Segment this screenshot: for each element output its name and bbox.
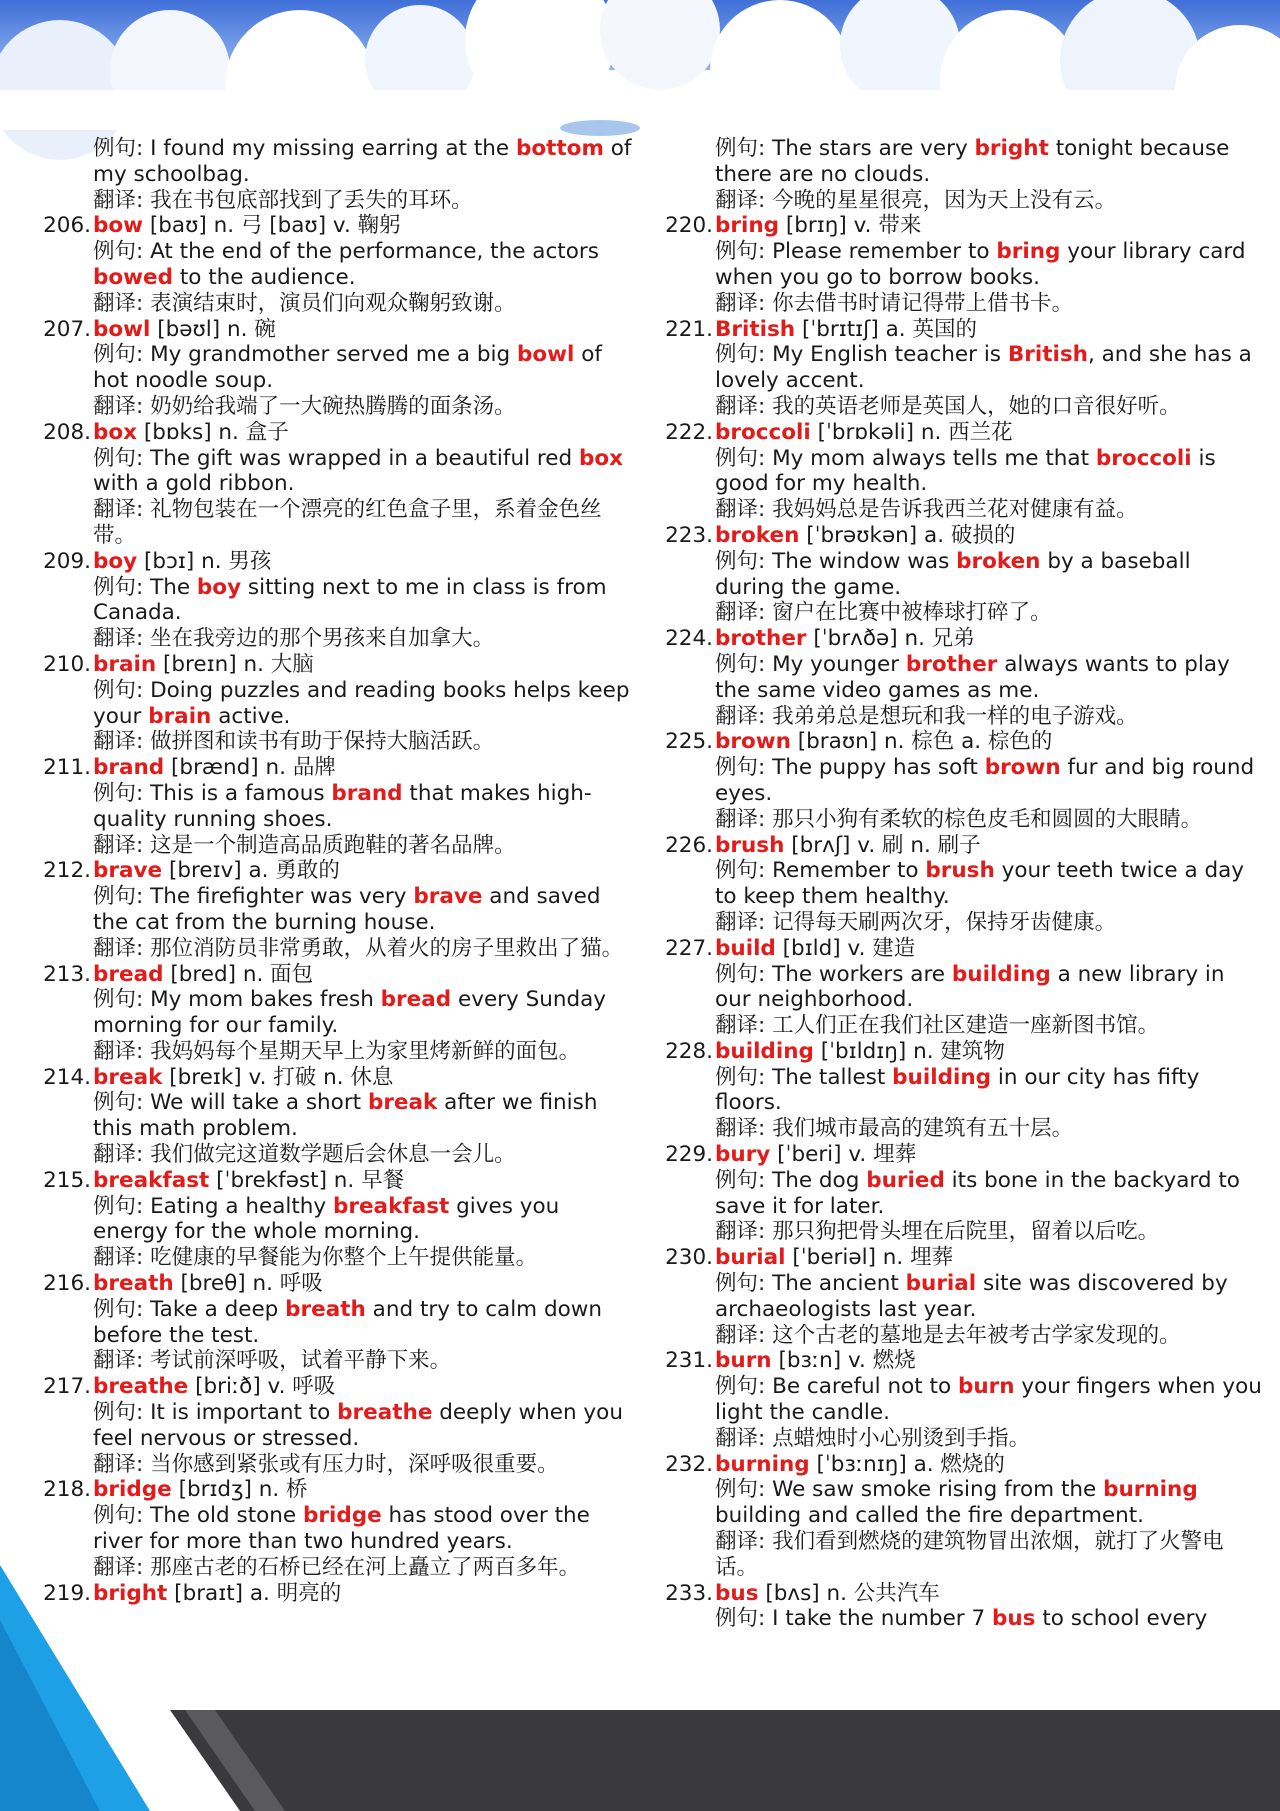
example-sentence — [662, 549, 1262, 601]
left-column — [40, 136, 640, 1606]
example-text: 例句: My English teacher is — [715, 342, 1008, 368]
example-text: your teeth twice a day to keep them healthy. — [715, 858, 1244, 910]
example-text: tonight because there are no clouds. — [715, 136, 1230, 187]
vocab-entry — [40, 1581, 640, 1607]
example-sentence — [40, 678, 640, 730]
example-text: 例句: We will take a short — [93, 1090, 368, 1116]
entry-headword-line — [662, 523, 1262, 549]
headword: bridge — [93, 1477, 172, 1503]
keyword-highlight: building — [951, 961, 1051, 987]
example-text: 例句: My mom bakes fresh — [93, 987, 381, 1013]
keyword-highlight: bus — [991, 1606, 1036, 1632]
example-sentence — [662, 755, 1262, 807]
example-text: with a gold ribbon. — [93, 471, 295, 497]
entry-headword-line — [40, 420, 640, 446]
example-text: 例句: The old stone — [93, 1503, 303, 1529]
vocab-entry — [662, 1142, 1262, 1245]
example-text: its bone in the backyard to save it for later. — [715, 1167, 1240, 1219]
example-sentence — [662, 1065, 1262, 1117]
headword: British — [715, 316, 796, 342]
entry-headword-line — [662, 1039, 1262, 1065]
entry-number: 209. — [43, 548, 91, 574]
entry-number: 216. — [43, 1271, 91, 1297]
keyword-highlight: burning — [1103, 1477, 1198, 1503]
entry-headword-line — [40, 1374, 640, 1400]
example-sentence — [40, 1400, 640, 1452]
entry-number: 220. — [665, 213, 713, 239]
entry-number: 214. — [43, 1064, 91, 1090]
translation: 翻译: 我的英语老师是英国人，她的口音很好听。 — [715, 393, 1181, 419]
example-sentence — [662, 1271, 1262, 1323]
example-text: your fingers when you light the candle. — [715, 1374, 1262, 1426]
pronunciation-and-definition: [brænd] n. 品牌 — [164, 755, 336, 781]
keyword-highlight: British — [1007, 342, 1088, 368]
example-text: 例句: The — [93, 574, 197, 600]
entry-headword-line — [662, 317, 1262, 343]
example-sentence — [662, 342, 1262, 394]
example-text: 例句: The tallest — [715, 1064, 893, 1090]
pronunciation-and-definition: [briːð] v. 呼吸 — [188, 1374, 336, 1400]
example-text: fur and big round eyes. — [715, 755, 1255, 806]
example-text: 例句: At the end of the performance, the actors — [93, 239, 599, 265]
headword: bread — [93, 961, 164, 987]
entry-number: 222. — [665, 419, 713, 445]
vocab-entry — [662, 1452, 1262, 1581]
example-text: 例句: My younger — [715, 651, 906, 677]
pronunciation-and-definition: [braɪt] a. 明亮的 — [167, 1580, 342, 1606]
headword: bury — [715, 1142, 771, 1168]
vocab-entry — [40, 755, 640, 858]
example-text: has stood over the river for more than two hundred years. — [93, 1503, 590, 1555]
pronunciation-and-definition: [bɪld] v. 建造 — [775, 935, 916, 961]
pronunciation-and-definition: [ˈberi] v. 埋葬 — [770, 1142, 917, 1168]
entry-number: 226. — [665, 832, 713, 858]
vocab-entry — [40, 1065, 640, 1168]
entry-number: 223. — [665, 522, 713, 548]
pronunciation-and-definition: [bəʊl] n. 碗 — [150, 316, 276, 342]
keyword-highlight: bowl — [517, 342, 575, 368]
vocab-entry — [662, 626, 1262, 729]
footer-band — [170, 1710, 1280, 1811]
keyword-highlight: break — [367, 1090, 438, 1116]
example-text: by a baseball during the game. — [715, 548, 1191, 600]
entry-headword-line — [40, 317, 640, 343]
headword: burning — [715, 1451, 810, 1477]
entry-headword-line — [40, 755, 640, 781]
example-text: 例句: The ancient — [715, 1271, 906, 1297]
translation: 翻译: 这个古老的墓地是去年被考古学家发现的。 — [715, 1322, 1181, 1348]
headword: brave — [93, 858, 163, 884]
keyword-highlight: burn — [957, 1374, 1015, 1400]
headword: brush — [715, 832, 785, 858]
example-text: 例句: This is a famous — [93, 780, 332, 806]
entry-headword-line — [40, 1065, 640, 1091]
vocab-entry — [662, 1245, 1262, 1348]
example-text: every Sunday morning for our family. — [93, 987, 607, 1039]
example-text: 例句: I found my missing earring at the — [93, 136, 516, 161]
example-sentence — [40, 136, 640, 188]
vocab-entry — [662, 523, 1262, 626]
translation: 翻译: 奶奶给我端了一大碗热腾腾的面条汤。 — [93, 393, 516, 419]
example-text: is good for my health. — [715, 445, 1216, 497]
pronunciation-and-definition: [brɪdʒ] n. 桥 — [171, 1477, 308, 1503]
entry-number: 231. — [665, 1348, 713, 1374]
translation: 翻译: 礼物包装在一个漂亮的红色盒子里，系着金色丝带。 — [93, 497, 602, 548]
entry-headword-line — [662, 213, 1262, 239]
example-sentence — [40, 1194, 640, 1246]
entry-headword-line — [662, 1142, 1262, 1168]
headword: break — [93, 1064, 163, 1090]
example-text: your library card when you go to borrow books. — [715, 239, 1246, 290]
entry-number: 213. — [43, 961, 91, 987]
vocab-entry — [40, 652, 640, 755]
example-text: 例句: Take a deep — [93, 1296, 286, 1322]
headword: breakfast — [93, 1167, 210, 1193]
translation: 翻译: 那只狗把骨头埋在后院里，留着以后吃。 — [715, 1219, 1160, 1245]
keyword-highlight: breathe — [337, 1400, 433, 1426]
pronunciation-and-definition: [ˈbrekfəst] n. 早餐 — [209, 1167, 405, 1193]
vocab-entry — [662, 317, 1262, 420]
entry-number: 208. — [43, 419, 91, 445]
translation: 翻译: 当你感到紧张或有压力时，深呼吸很重要。 — [93, 1451, 559, 1477]
pronunciation-and-definition: [baʊ] n. 弓 [baʊ] v. 鞠躬 — [143, 213, 401, 239]
vocab-entry — [40, 1271, 640, 1374]
keyword-highlight: bring — [996, 239, 1061, 265]
pronunciation-and-definition: [bred] n. 面包 — [163, 961, 314, 987]
entry-headword-line — [662, 833, 1262, 859]
entry-number: 229. — [665, 1142, 713, 1168]
example-text: to the audience. — [173, 264, 356, 290]
keyword-highlight: bread — [380, 987, 452, 1013]
vocab-entry — [662, 1348, 1262, 1451]
translation: 翻译: 那只小狗有柔软的棕色皮毛和圆圆的大眼睛。 — [715, 806, 1203, 832]
vocab-entry — [40, 420, 640, 549]
pronunciation-and-definition: [bɒks] n. 盒子 — [137, 419, 289, 445]
example-sentence — [40, 1503, 640, 1555]
translation: 翻译: 我在书包底部找到了丢失的耳环。 — [93, 187, 473, 213]
pronunciation-and-definition: [breθ] n. 呼吸 — [173, 1271, 323, 1297]
example-text: and saved the cat from the burning house. — [93, 884, 601, 935]
translation: 翻译: 今晚的星星很亮，因为天上没有云。 — [715, 187, 1117, 213]
translation: 翻译: 坐在我旁边的那个男孩来自加拿大。 — [93, 626, 495, 652]
translation: 翻译: 那位消防员非常勇敢，从着火的房子里救出了猫。 — [93, 935, 624, 961]
example-text: 例句: Be careful not to — [715, 1374, 958, 1400]
example-text: 例句: The window was — [715, 548, 957, 574]
translation: 翻译: 我们做完这道数学题后会休息一会儿。 — [93, 1142, 516, 1168]
example-sentence — [40, 987, 640, 1039]
example-text: 例句: I take the number 7 — [715, 1606, 992, 1632]
example-sentence — [662, 1477, 1262, 1529]
headword: bowl — [93, 316, 151, 342]
translation: 翻译: 点蜡烛时小心别烫到手指。 — [715, 1425, 1031, 1451]
pronunciation-and-definition: [breɪn] n. 大脑 — [156, 651, 314, 677]
headword: bus — [715, 1580, 759, 1606]
pronunciation-and-definition: [ˈbɜːnɪŋ] a. 燃烧的 — [809, 1451, 1005, 1477]
pronunciation-and-definition: [bɔɪ] n. 男孩 — [137, 548, 272, 574]
keyword-highlight: brother — [905, 651, 998, 677]
example-text: gives you energy for the whole morning. — [93, 1193, 560, 1245]
example-text: active. — [211, 703, 291, 729]
example-text: a new library in our neighborhood. — [715, 961, 1225, 1013]
vocab-entry — [662, 833, 1262, 936]
headword: bow — [93, 213, 144, 239]
example-sentence — [662, 962, 1262, 1014]
translation: 翻译: 吃健康的早餐能为你整个上午提供能量。 — [93, 1245, 538, 1271]
translation: 翻译: 做拼图和读书有助于保持大脑活跃。 — [93, 729, 495, 755]
pronunciation-and-definition: [brʌʃ] v. 刷 n. 刷子 — [784, 832, 981, 858]
example-text: 例句: Please remember to — [715, 239, 997, 265]
example-text: 例句: The workers are — [715, 961, 952, 987]
vocab-entry — [662, 1039, 1262, 1142]
entry-number: 215. — [43, 1167, 91, 1193]
right-column — [662, 136, 1262, 1632]
headword: broken — [715, 522, 800, 548]
example-text: after we finish this math problem. — [93, 1090, 598, 1142]
example-sentence — [662, 239, 1262, 291]
translation: 翻译: 窗户在比赛中被棒球打碎了。 — [715, 600, 1052, 626]
entry-headword-line — [662, 936, 1262, 962]
example-text: of hot noodle soup. — [93, 342, 602, 394]
entry-number: 221. — [665, 316, 713, 342]
translation: 翻译: 我弟弟总是想玩和我一样的电子游戏。 — [715, 703, 1138, 729]
translation: 翻译: 我们看到燃烧的建筑物冒出浓烟，就打了火警电话。 — [715, 1529, 1224, 1580]
pronunciation-and-definition: [ˈbɪldɪŋ] n. 建筑物 — [813, 1038, 1005, 1064]
entry-headword-line — [662, 1348, 1262, 1374]
translation: 翻译: 我们城市最高的建筑有五十层。 — [715, 1116, 1074, 1142]
example-text: 例句: My mom always tells me that — [715, 445, 1096, 471]
pronunciation-and-definition: [ˈberiəl] n. 埋葬 — [785, 1245, 954, 1271]
example-sentence — [40, 781, 640, 833]
entry-number: 230. — [665, 1245, 713, 1271]
vocab-entry — [40, 858, 640, 961]
example-sentence — [662, 1606, 1262, 1632]
headword: brother — [715, 626, 807, 652]
vocab-entry — [40, 213, 640, 316]
translation: 翻译: 这是一个制造高品质跑鞋的著名品牌。 — [93, 832, 516, 858]
entry-number: 207. — [43, 316, 91, 342]
entry-headword-line — [662, 729, 1262, 755]
example-text: 例句: The gift was wrapped in a beautiful red — [93, 445, 579, 471]
headword: boy — [93, 548, 138, 574]
example-text: 例句: Remember to — [715, 858, 926, 884]
example-text: building and called the fire department. — [715, 1503, 1145, 1529]
translation: 翻译: 那座古老的石桥已经在河上矗立了两百多年。 — [93, 1554, 581, 1580]
pronunciation-and-definition: [bʌs] n. 公共汽车 — [758, 1580, 940, 1606]
example-sentence — [662, 652, 1262, 704]
entry-headword-line — [40, 962, 640, 988]
example-text: 例句: The puppy has soft — [715, 755, 985, 781]
translation: 翻译: 考试前深呼吸，试着平静下来。 — [93, 1348, 452, 1374]
vocab-entry — [40, 962, 640, 1065]
example-sentence — [40, 446, 640, 498]
entry-headword-line — [662, 420, 1262, 446]
keyword-highlight: building — [892, 1064, 992, 1090]
vocab-entry — [662, 420, 1262, 523]
entry-number: 218. — [43, 1477, 91, 1503]
keyword-highlight: bottom — [515, 136, 604, 161]
pronunciation-and-definition: [bɜːn] v. 燃烧 — [771, 1348, 916, 1374]
vocab-entry — [40, 549, 640, 652]
keyword-highlight: broccoli — [1095, 445, 1192, 471]
pronunciation-and-definition: [breɪk] v. 打破 n. 休息 — [162, 1064, 394, 1090]
vocab-entry — [662, 936, 1262, 1039]
example-sentence — [662, 1374, 1262, 1426]
entry-number: 228. — [665, 1038, 713, 1064]
keyword-highlight: bowed — [93, 264, 173, 290]
entry-number: 224. — [665, 626, 713, 652]
entry-number: 212. — [43, 858, 91, 884]
example-text: , and she has a lovely accent. — [715, 342, 1252, 394]
headword: broccoli — [715, 419, 811, 445]
pronunciation-and-definition: [breɪv] a. 勇敢的 — [162, 858, 340, 884]
example-sentence — [662, 858, 1262, 910]
keyword-highlight: brain — [148, 703, 212, 729]
entry-headword-line — [40, 1271, 640, 1297]
example-text: deeply when you feel nervous or stressed. — [93, 1400, 623, 1451]
example-sentence — [40, 239, 640, 291]
entry-number: 233. — [665, 1580, 713, 1606]
example-sentence — [662, 446, 1262, 498]
translation: 翻译: 工人们正在我们社区建造一座新图书馆。 — [715, 1013, 1160, 1039]
entry-headword-line — [40, 213, 640, 239]
example-text: 例句: The firefighter was very — [93, 884, 414, 910]
headword: burn — [715, 1348, 772, 1374]
example-text: 例句: My grandmother served me a big — [93, 342, 517, 368]
headword: build — [715, 935, 776, 961]
keyword-highlight: brown — [984, 755, 1061, 781]
entry-number: 217. — [43, 1374, 91, 1400]
example-sentence — [40, 575, 640, 627]
entry-number: 211. — [43, 755, 91, 781]
entry-headword-line — [40, 1581, 640, 1607]
entry-number: 227. — [665, 935, 713, 961]
example-text: of my schoolbag. — [93, 136, 632, 187]
example-text: 例句: Eating a healthy — [93, 1193, 333, 1219]
vocab-entry — [40, 1168, 640, 1271]
vocab-entry — [40, 317, 640, 420]
example-text: and try to calm down before the test. — [93, 1296, 602, 1348]
headword: bright — [93, 1580, 168, 1606]
entry-number: 232. — [665, 1451, 713, 1477]
vocab-entry — [662, 729, 1262, 832]
headword: burial — [715, 1245, 786, 1271]
keyword-highlight: brave — [413, 884, 483, 910]
translation: 翻译: 表演结束时，演员们向观众鞠躬致谢。 — [93, 290, 516, 316]
headword: box — [93, 419, 138, 445]
example-sentence — [40, 1297, 640, 1349]
pronunciation-and-definition: [ˈbrʌðə] n. 兄弟 — [806, 626, 975, 652]
translation: 翻译: 我妈妈总是告诉我西兰花对健康有益。 — [715, 497, 1138, 523]
keyword-highlight: burial — [905, 1271, 977, 1297]
entry-headword-line — [662, 626, 1262, 652]
example-sentence — [40, 884, 640, 936]
entry-headword-line — [40, 1168, 640, 1194]
example-sentence — [662, 136, 1262, 188]
vocab-entry — [40, 1477, 640, 1580]
translation: 翻译: 我妈妈每个星期天早上为家里烤新鲜的面包。 — [93, 1038, 581, 1064]
keyword-highlight: buried — [866, 1167, 945, 1193]
example-text: site was discovered by archaeologists last year. — [715, 1271, 1228, 1322]
keyword-highlight: breakfast — [332, 1193, 450, 1219]
entry-number: 210. — [43, 651, 91, 677]
vocab-entry — [40, 1374, 640, 1477]
entry-number: 206. — [43, 213, 91, 239]
entry-headword-line — [662, 1245, 1262, 1271]
entry-headword-line — [40, 549, 640, 575]
keyword-highlight: box — [578, 445, 624, 471]
vocab-entry — [662, 213, 1262, 316]
headword: breath — [93, 1271, 174, 1297]
headword: breathe — [93, 1374, 189, 1400]
headword: brown — [715, 729, 791, 755]
example-text: 例句: The stars are very — [715, 136, 975, 161]
headword: brain — [93, 651, 157, 677]
example-text: to school every — [1035, 1606, 1208, 1632]
entry-headword-line — [662, 1452, 1262, 1478]
example-text: 例句: The dog — [715, 1167, 867, 1193]
example-sentence — [662, 1168, 1262, 1220]
example-text: in our city has fifty floors. — [715, 1064, 1200, 1116]
headword: building — [715, 1038, 814, 1064]
keyword-highlight: brush — [925, 858, 995, 884]
entry-headword-line — [40, 652, 640, 678]
keyword-highlight: broken — [956, 548, 1041, 574]
pronunciation-and-definition: [brɪŋ] v. 带来 — [779, 213, 922, 239]
pronunciation-and-definition: [ˈbrɒkəli] n. 西兰花 — [810, 419, 1013, 445]
entry-headword-line — [662, 1581, 1262, 1607]
entry-number: 225. — [665, 729, 713, 755]
example-text: 例句: Doing puzzles and reading books helps keep your — [93, 677, 630, 729]
example-text: sitting next to me in class is from Canada. — [93, 574, 607, 626]
example-text: always wants to play the same video games as me. — [715, 651, 1230, 703]
entry-headword-line — [40, 1477, 640, 1503]
headword: brand — [93, 755, 165, 781]
pronunciation-and-definition: [ˈbrɪtɪʃ] a. 英国的 — [795, 316, 977, 342]
keyword-highlight: bridge — [302, 1503, 382, 1529]
example-text: 例句: It is important to — [93, 1400, 338, 1426]
keyword-highlight: boy — [196, 574, 242, 600]
headword: bring — [715, 213, 780, 239]
pronunciation-and-definition: [ˈbrəʊkən] a. 破损的 — [799, 522, 1016, 548]
example-text: that makes high-quality running shoes. — [93, 780, 592, 832]
entry-headword-line — [40, 858, 640, 884]
entry-number: 219. — [43, 1580, 91, 1606]
example-sentence — [40, 1090, 640, 1142]
example-sentence — [40, 342, 640, 394]
translation: 翻译: 你去借书时请记得带上借书卡。 — [715, 290, 1074, 316]
pronunciation-and-definition: [braʊn] n. 棕色 a. 棕色的 — [790, 729, 1053, 755]
keyword-highlight: bright — [974, 136, 1049, 161]
example-text: 例句: We saw smoke rising from the — [715, 1477, 1104, 1503]
vocab-entry — [662, 1581, 1262, 1633]
translation: 翻译: 记得每天刷两次牙，保持牙齿健康。 — [715, 909, 1117, 935]
keyword-highlight: brand — [331, 780, 403, 806]
keyword-highlight: breath — [285, 1296, 366, 1322]
